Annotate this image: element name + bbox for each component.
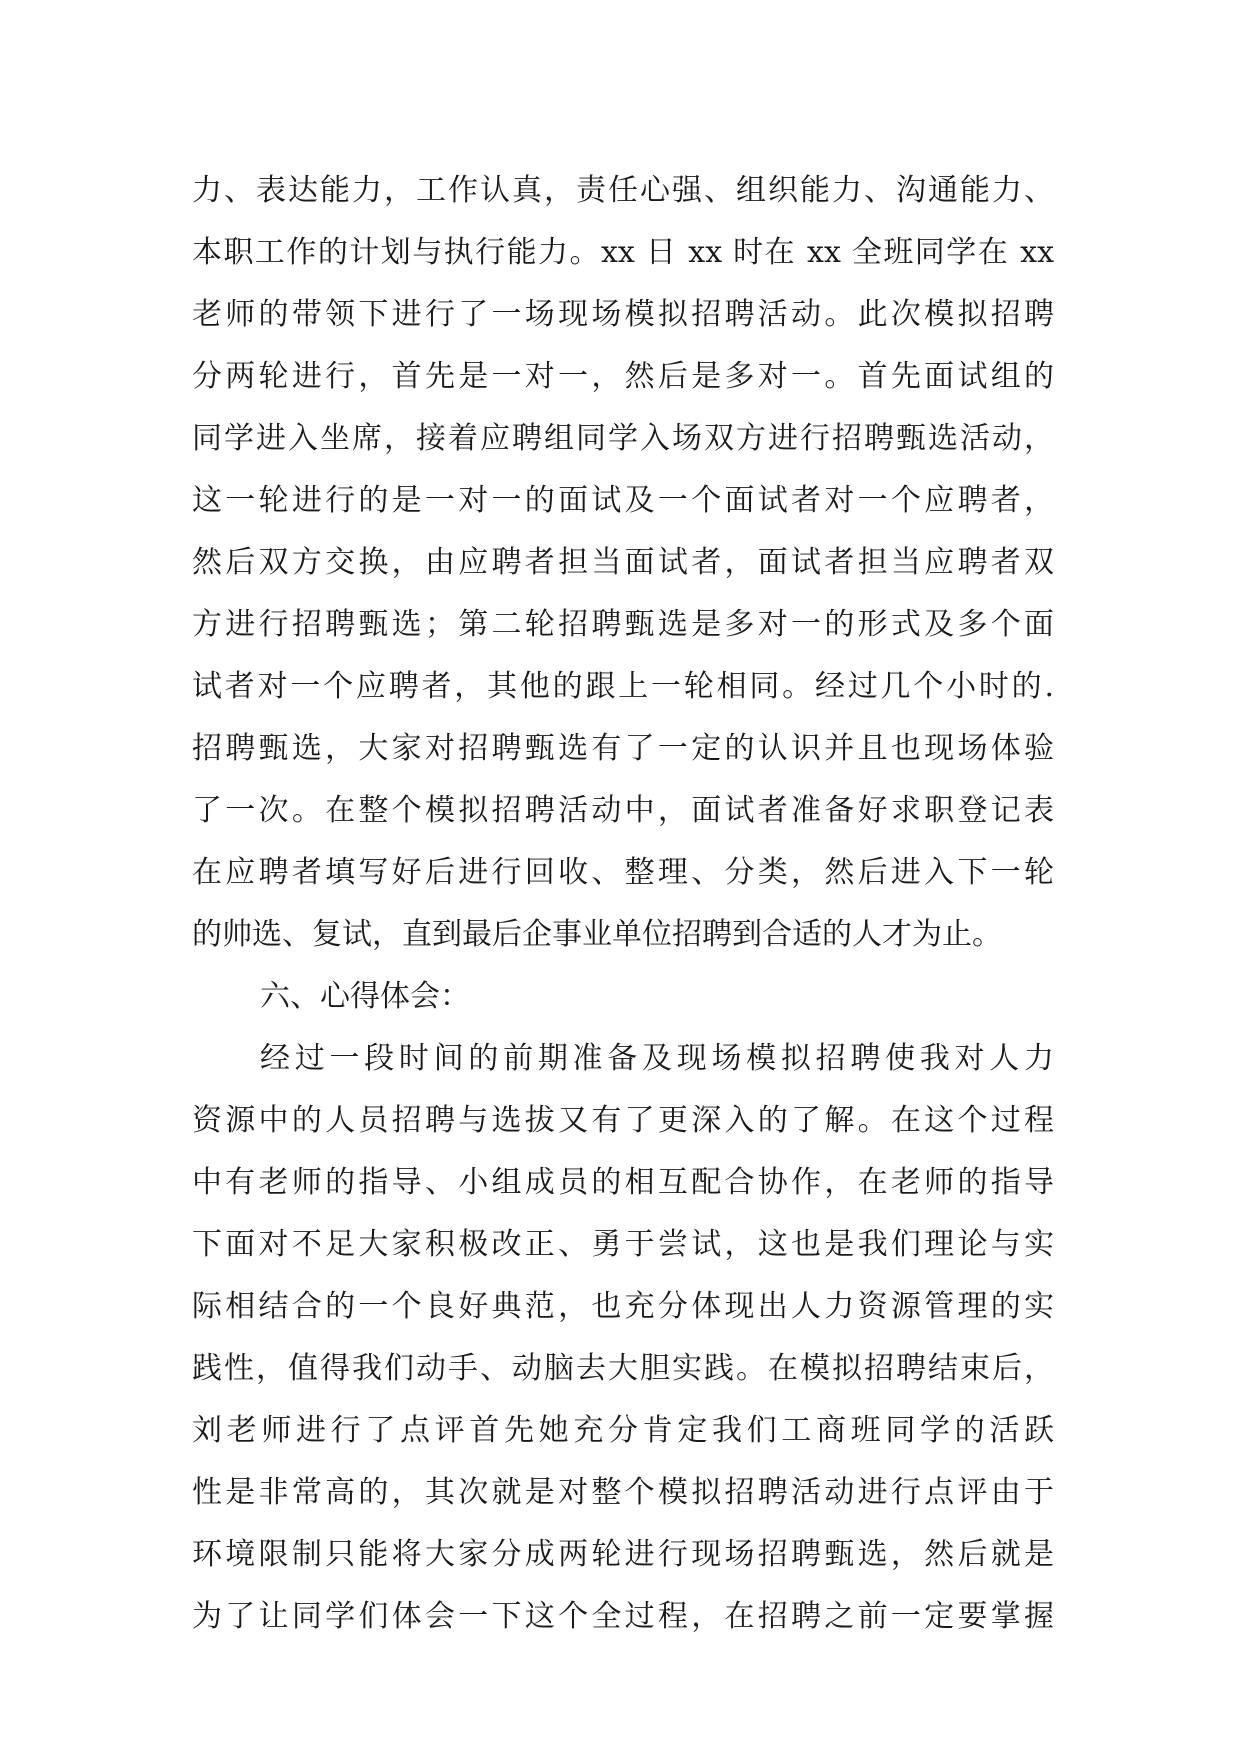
text-line: 下面对不足大家积极改正、勇于尝试，这也是我们理论与实 <box>192 1227 1054 1262</box>
text-line: 刘老师进行了点评首先她充分肯定我们工商班同学的活跃 <box>192 1413 1054 1448</box>
text-line: 分两轮进行，首先是一对一，然后是多对一。首先面试组的 <box>192 359 1054 394</box>
text-line: 的帅选、复试，直到最后企事业单位招聘到合适的人才为止。 <box>192 917 1002 952</box>
text-line: 试者对一个应聘者，其他的跟上一轮相同。经过几个小时的. <box>192 669 1054 704</box>
section-heading: 六、心得体会： <box>260 979 470 1014</box>
text-line: 招聘甄选，大家对招聘甄选有了一定的认识并且也现场体验 <box>192 731 1054 766</box>
body-text <box>192 160 1054 1648</box>
text-line: 同学进入坐席，接着应聘组同学入场双方进行招聘甄选活动， <box>192 421 1054 456</box>
text-line: 资源中的人员招聘与选拔又有了更深入的了解。在这个过程 <box>192 1103 1054 1138</box>
text-line: 方进行招聘甄选；第二轮招聘甄选是多对一的形式及多个面 <box>192 607 1054 642</box>
text-line: 中有老师的指导、小组成员的相互配合协作，在老师的指导 <box>192 1165 1054 1200</box>
text-line: 践性，值得我们动手、动脑去大胆实践。在模拟招聘结束后， <box>192 1351 1054 1386</box>
text-line: 了一次。在整个模拟招聘活动中，面试者准备好求职登记表 <box>192 793 1054 828</box>
text-line: 在应聘者填写好后进行回收、整理、分类，然后进入下一轮 <box>192 855 1054 890</box>
text-line: 本职工作的计划与执行能力。xx 日 xx 时在 xx 全班同学在 xx <box>192 235 1054 270</box>
text-line: 经过一段时间的前期准备及现场模拟招聘使我对人力 <box>260 1041 1054 1076</box>
text-line: 性是非常高的，其次就是对整个模拟招聘活动进行点评由于 <box>192 1475 1054 1510</box>
text-line: 为了让同学们体会一下这个全过程，在招聘之前一定要掌握 <box>192 1599 1054 1634</box>
text-line: 际相结合的一个良好典范，也充分体现出人力资源管理的实 <box>192 1289 1054 1324</box>
text-line: 然后双方交换，由应聘者担当面试者，面试者担当应聘者双 <box>192 545 1054 580</box>
text-line: 老师的带领下进行了一场现场模拟招聘活动。此次模拟招聘 <box>192 297 1054 332</box>
text-line: 这一轮进行的是一对一的面试及一个面试者对一个应聘者， <box>192 483 1054 518</box>
text-line: 力、表达能力，工作认真，责任心强、组织能力、沟通能力、 <box>192 173 1054 208</box>
text-line: 环境限制只能将大家分成两轮进行现场招聘甄选，然后就是 <box>192 1537 1054 1572</box>
